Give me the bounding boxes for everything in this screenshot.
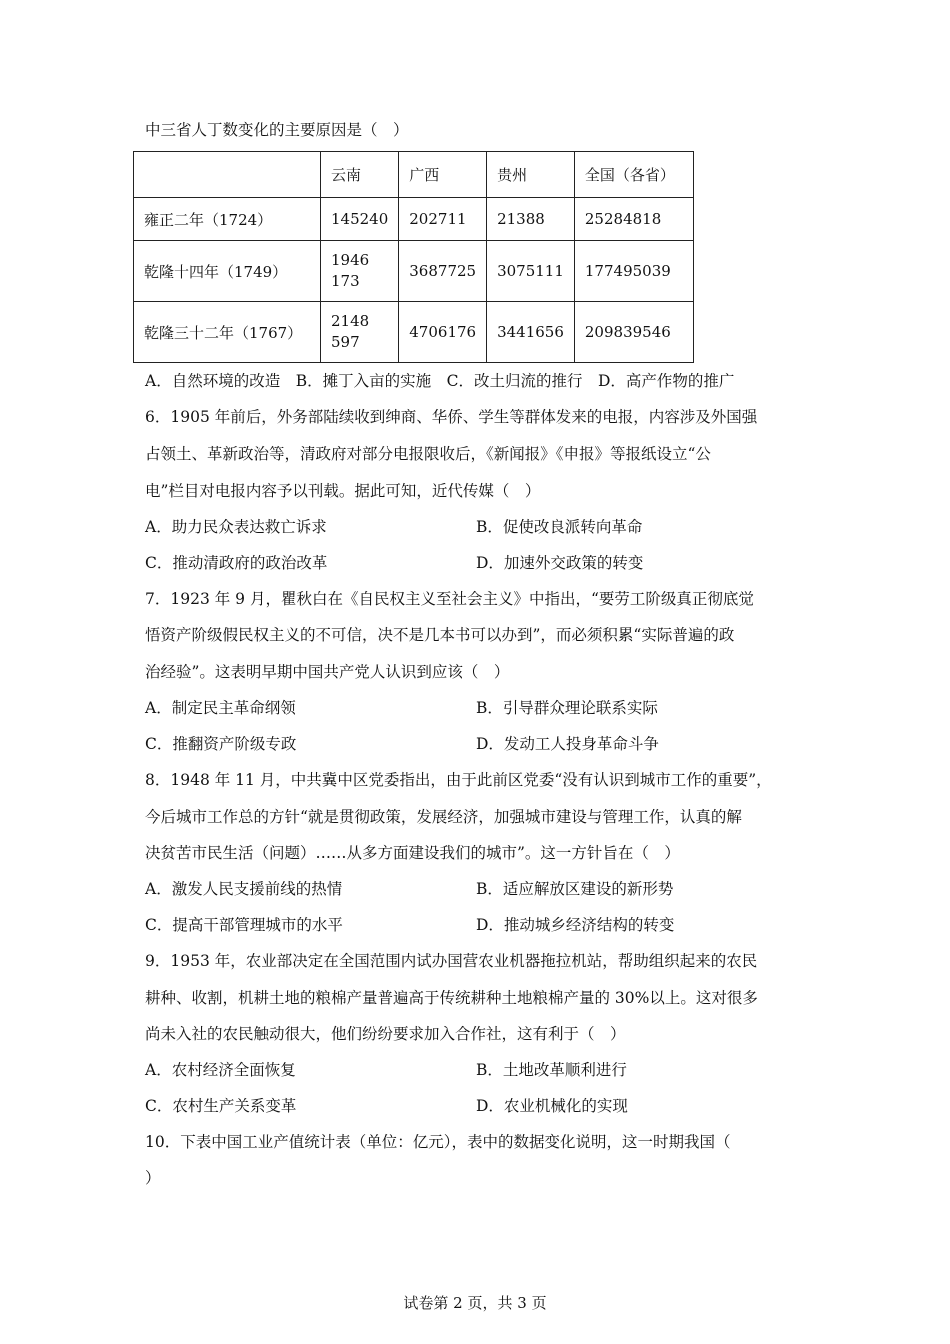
q9-stem-line: 尚未入社的农民触动很大，他们纷纷要求加入合作社，这有利于（ ） <box>145 1025 626 1043</box>
table-cell: 202711 <box>399 198 487 241</box>
table-header-row <box>134 152 694 198</box>
q8-option-a: A．激发人民支援前线的热情 <box>145 880 343 898</box>
q6-option-c: C．推动清政府的政治改革 <box>145 554 328 572</box>
q6-stem-line: 电”栏目对电报内容予以刊载。据此可知，近代传媒（ ） <box>145 482 541 500</box>
table-header-cell: 广西 <box>399 152 487 198</box>
table-cell <box>321 241 399 302</box>
table-header-cell: 贵州 <box>487 152 575 198</box>
table-cell: 21388 <box>487 198 575 241</box>
page-footer: 试卷第 2 页，共 3 页 <box>403 1294 547 1312</box>
q9-stem-line: 9．1953 年，农业部决定在全国范围内试办国营农业机器拖拉机站，帮助组织起来的农民 <box>145 952 758 970</box>
table-cell: 3075111 <box>487 241 575 302</box>
q8-stem-line: 今后城市工作总的方针“就是贯彻政策，发展经济，加强城市建设与管理工作，认真的解 <box>145 808 742 826</box>
q7-stem-line: 治经验”。这表明早期中国共产党人认识到应该（ ） <box>145 663 510 681</box>
q5-options: A．自然环境的改造 B．摊丁入亩的实施 C．改土归流的推行 D．高产作物的推广 <box>145 372 735 390</box>
q6-option-a: A．助力民众表达救亡诉求 <box>145 518 327 536</box>
q8-option-b: B．适应解放区建设的新形势 <box>476 880 674 898</box>
q10-stem-line: 10．下表中国工业产值统计表（单位：亿元），表中的数据变化说明，这一时期我国（ <box>145 1133 731 1151</box>
table-header-cell <box>134 152 321 198</box>
table-cell: 乾隆三十二年（1767） <box>134 302 321 363</box>
q7-option-a: A．制定民主革命纲领 <box>145 699 296 717</box>
q9-option-c: C．农村生产关系变革 <box>145 1097 297 1115</box>
table-row <box>134 302 694 363</box>
table-cell: 177495039 <box>574 241 693 302</box>
table-header-cell: 全国（各省） <box>574 152 693 198</box>
table-cell: 雍正二年（1724） <box>134 198 321 241</box>
q8-stem-line: 决贫苦市民生活（问题）……从多方面建设我们的城市”。这一方针旨在（ ） <box>145 844 680 862</box>
q8-stem-line: 8．1948 年 11 月，中共冀中区党委指出，由于此前区党委“没有认识到城市工作的重要”， <box>145 771 772 789</box>
table-cell <box>321 302 399 363</box>
table-cell-text: 2148597 <box>331 312 370 351</box>
q7-stem-line: 7．1923 年 9 月，瞿秋白在《自民权主义至社会主义》中指出，“要劳工阶级真正彻底觉 <box>145 590 754 608</box>
q7-stem-line: 悟资产阶级假民权主义的不可信，决不是几本书可以办到”，而必须积累“实际普遍的政 <box>145 626 735 644</box>
table-cell: 3441656 <box>487 302 575 363</box>
q6-option-d: D．加速外交政策的转变 <box>476 554 644 572</box>
q6-option-b: B．促使改良派转向革命 <box>476 518 643 536</box>
table-row <box>134 241 694 302</box>
table-cell: 145240 <box>321 198 399 241</box>
q7-option-c: C．推翻资产阶级专政 <box>145 735 297 753</box>
q8-option-d: D．推动城乡经济结构的转变 <box>476 916 675 934</box>
q7-option-d: D．发动工人投身革命斗争 <box>476 735 659 753</box>
q7-option-b: B．引导群众理论联系实际 <box>476 699 658 717</box>
table-cell: 4706176 <box>399 302 487 363</box>
table-row <box>134 198 694 241</box>
q9-option-a: A．农村经济全面恢复 <box>145 1061 296 1079</box>
population-table <box>133 151 694 363</box>
table-header-cell: 云南 <box>321 152 399 198</box>
q5-stem: 中三省人丁数变化的主要原因是（ ） <box>145 121 409 139</box>
q6-stem-line: 占领土、革新政治等，清政府对部分电报限收后，《新闻报》《申报》等报纸设立“公 <box>145 445 711 463</box>
q6-stem-line: 6．1905 年前后，外务部陆续收到绅商、华侨、学生等群体发来的电报，内容涉及外国强 <box>145 408 758 426</box>
q9-stem-line: 耕种、收割，机耕土地的粮棉产量普遍高于传统耕种土地粮棉产量的 30%以上。这对很多 <box>145 989 758 1007</box>
table-cell: 25284818 <box>574 198 693 241</box>
table-cell: 209839546 <box>574 302 693 363</box>
table-cell: 3687725 <box>399 241 487 302</box>
q9-option-b: B．土地改革顺利进行 <box>476 1061 627 1079</box>
q9-option-d: D．农业机械化的实现 <box>476 1097 628 1115</box>
q8-option-c: C．提高干部管理城市的水平 <box>145 916 343 934</box>
q10-stem-line: ） <box>145 1169 161 1187</box>
table-cell: 乾隆十四年（1749） <box>134 241 321 302</box>
table-cell-text: 1946173 <box>331 251 370 290</box>
